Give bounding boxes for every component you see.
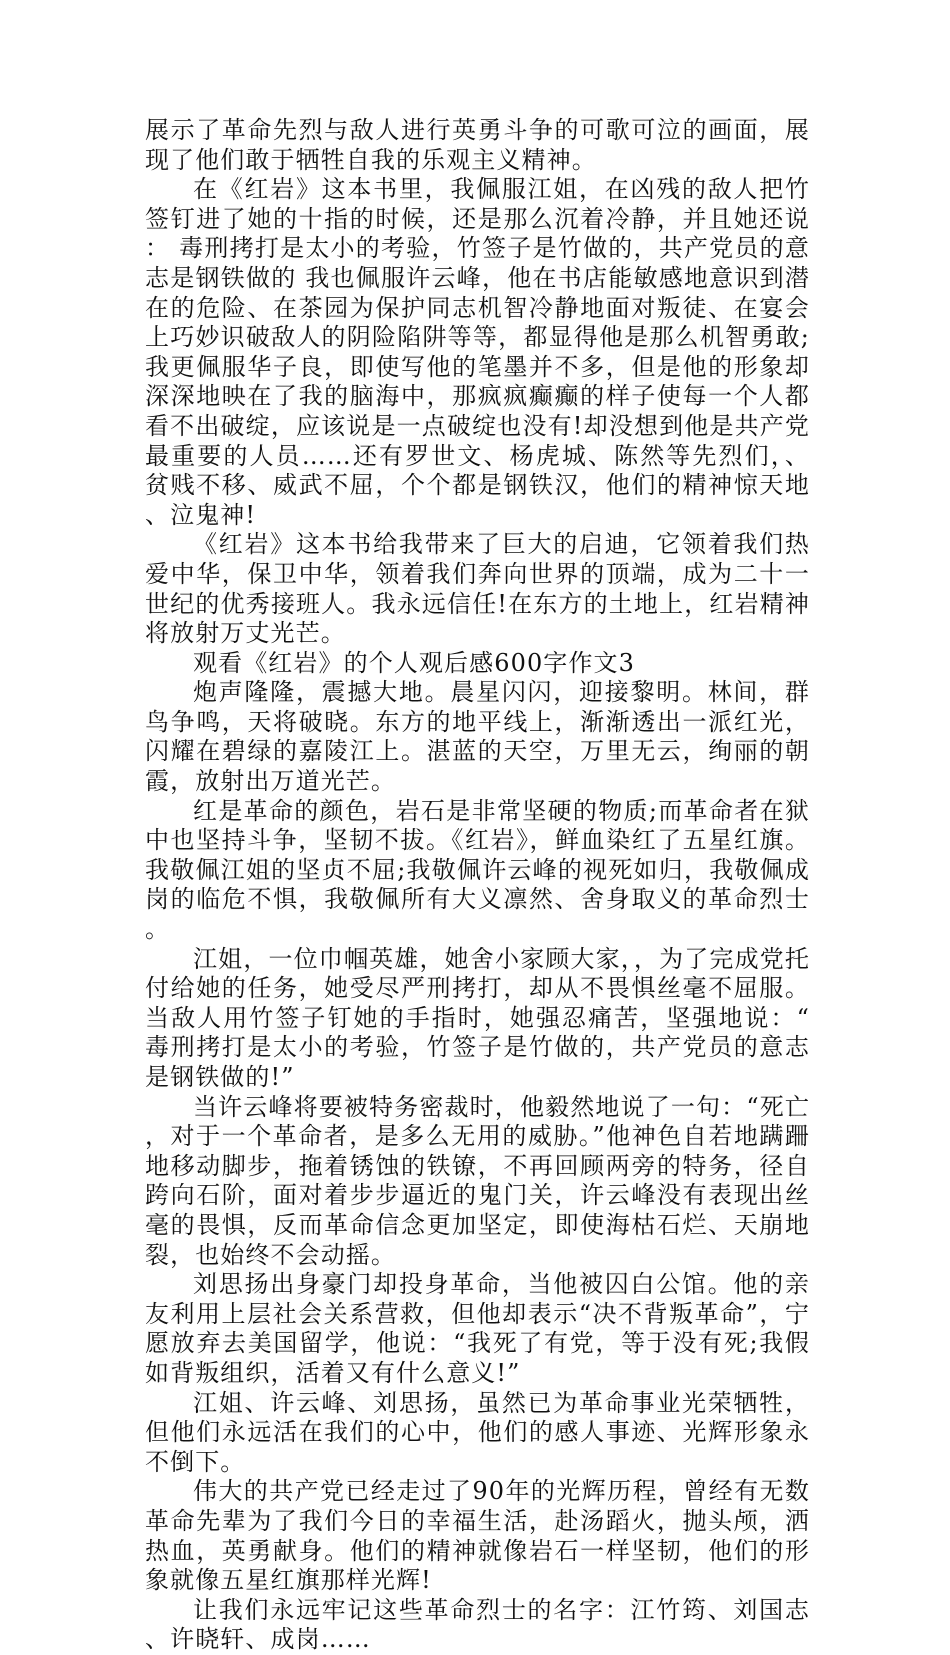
paragraph-remembrance: 江姐、许云峰、刘思扬，虽然已为革命事业光荣牺牲，但他们永远活在我们的心中，他们的感人事迹、光辉形象永不倒下。: [145, 1388, 810, 1476]
section-heading: 观看《红岩》的个人观后感600字作文3: [193, 648, 635, 677]
document-page: [145, 116, 810, 1655]
paragraph-continued: 展示了革命先烈与敌人进行英勇斗争的可歌可泣的画面，展现了他们敢于牺牲自我的乐观主义精神。: [145, 116, 810, 174]
paragraph-red-rock-meaning: 红是革命的颜色，岩石是非常坚硬的物质;而革命者在狱中也坚持斗争，坚韧不拔。《红岩》，鲜血染红了五星红旗。我敬佩江姐的坚贞不屈;我敬佩许云峰的视死如归，我敬佩成岗的临危不惧，我敬佩所有大义凛然、舍身取义的革命烈士。: [145, 796, 810, 944]
paragraph-closing: 让我们永远牢记这些革命烈士的名字：江竹筠、刘国志、许晓轩、成岗……: [145, 1595, 810, 1654]
paragraph-dawn: 炮声隆隆，震撼大地。晨星闪闪，迎接黎明。林间，群鸟争鸣，天将破晓。东方的地平线上，渐渐透出一派红光，闪耀在碧绿的嘉陵江上。湛蓝的天空，万里无云，绚丽的朝霞，放射出万道光芒。: [145, 678, 810, 796]
paragraph-jiang-jie: 江姐，一位巾帼英雄，她舍小家顾大家，，为了完成党托付给她的任务，她受尽严刑拷打，却从不畏惧丝毫不屈服。当敌人用竹签子钉她的手指时，她强忍痛苦，坚强地说：“毒刑拷打是太小的考验，竹签子是竹做的，共产党员的意志是钢铁做的!”: [145, 944, 810, 1091]
paragraph-party-history: 伟大的共产党已经走过了90年的光辉历程，曾经有无数革命先辈为了我们今日的幸福生活，赴汤蹈火，抛头颅，洒热血，英勇献身。他们的精神就像岩石一样坚韧，他们的形象就像五星红旗那样光辉!: [145, 1477, 810, 1595]
paragraph-admiration: 在《红岩》这本书里，我佩服江姐，在凶残的敌人把竹签钉进了她的十指的时候，还是那么沉着冷静，并且她还说： 毒刑拷打是太小的考验，竹签子是竹做的，共产党员的意志是钢铁做的 我也佩服许云峰，他在书店能敏感地意识到潜在的危险、在茶园为保护同志机智冷静地面对叛徒、在宴会上巧妙识破敌人的阴险陷阱等等，都显得他是那么机智勇敢;我更佩服华子良，即使写他的笔墨并不多，但是他的形象却深深地映在了我的脑海中，那疯疯癫癫的样子使每一个人都看不出破绽，应该说是一点破绽也没有!却没想到他是共产党最重要的人员……还有罗世文、杨虎城、陈然等先烈们，、贫贱不移、威武不屈，个个都是钢铁汉，他们的精神惊天地、泣鬼神!: [145, 175, 810, 529]
paragraph-xu-yunfeng: 当许云峰将要被特务密裁时，他毅然地说了一句：“死亡，对于一个革命者，是多么无用的威胁。”他神色自若地蹒跚地移动脚步，拖着锈蚀的铁镣，不再回顾两旁的特务，径自跨向石阶，面对着步步逼近的鬼门关，许云峰没有表现出丝毫的畏惧，反而革命信念更加坚定，即使海枯石烂、天崩地裂，也始终不会动摇。: [145, 1092, 810, 1269]
paragraph-liu-siyang: 刘思扬出身豪门却投身革命，当他被囚白公馆。他的亲友利用上层社会关系营救，但他却表示“决不背叛革命”，宁愿放弃去美国留学，他说：“我死了有党，等于没有死;我假如背叛组织，活着又有什么意义!”: [145, 1270, 810, 1387]
paragraph-inspiration: 《红岩》这本书给我带来了巨大的启迪，它领着我们热爱中华，保卫中华，领着我们奔向世界的顶端，成为二十一世纪的优秀接班人。我永远信任!在东方的土地上，红岩精神将放射万丈光芒。: [145, 530, 810, 648]
